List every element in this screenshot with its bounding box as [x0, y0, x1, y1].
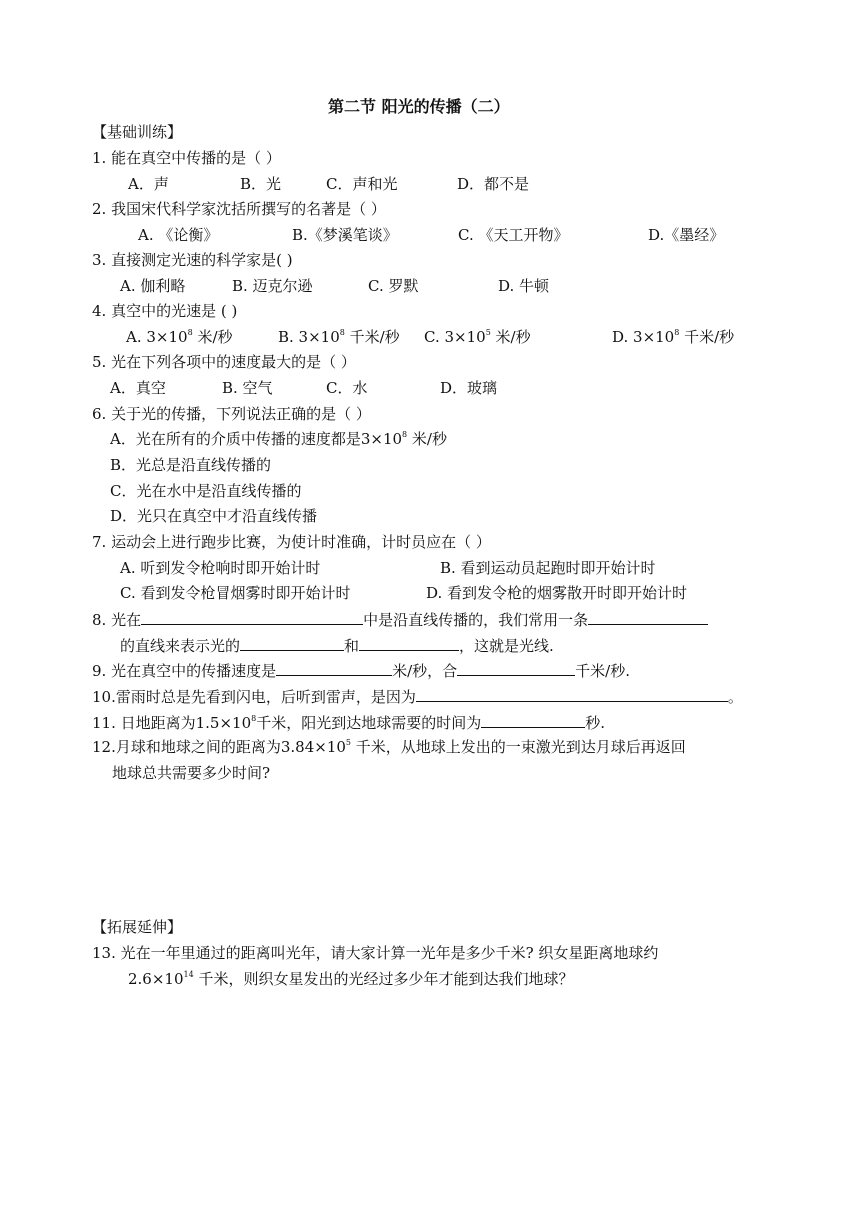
q7-stem: 7. 运动会上进行跑步比赛，为使计时准确，计时员应在（ ）	[92, 533, 491, 551]
q8-blank-line	[588, 609, 708, 625]
q8-blank-2	[359, 635, 459, 651]
q6-option-b: B．光总是沿直线传播的	[110, 456, 272, 474]
q2-option-b: B.《梦溪笔谈》	[292, 226, 398, 244]
q10-line: 10.雷雨时总是先看到闪电，后听到雷声，是因为 。	[92, 688, 743, 706]
q2-option-a: A. 《论衡》	[138, 226, 219, 244]
q11-line: 11. 日地距离为$1.5\times 10^8$千米，阳光到达地球需要的时间为 秒.	[92, 714, 606, 732]
section-basic-heading: 【基础训练】	[92, 123, 183, 141]
q3-option-c: C. 罗默	[368, 277, 419, 295]
q12-line1: 12.月球和地球之间的距离为$3.84\times 10^5$ 千米，从地球上发出的一束激光到达月球后再返回	[92, 738, 686, 756]
q3-stem: 3. 直接测定光速的科学家是( )	[92, 251, 293, 269]
q7-option-b: B. 看到运动员起跑时即开始计时	[440, 559, 656, 577]
q8-line2: 的直线来表示光的 和 ，这就是光线.	[120, 637, 554, 655]
q9-blank-2	[457, 660, 575, 676]
q6-stem: 6. 关于光的传播，下列说法正确的是（ ）	[92, 405, 371, 423]
q4-option-a: A. $3\times 10^8$ 米/秒	[126, 328, 233, 346]
q13-line1: 13. 光在一年里通过的距离叫光年，请大家计算一光年是多少千米? 织女星距离地球约	[92, 944, 659, 962]
q7-option-d: D. 看到发令枪的烟雾散开时即开始计时	[426, 584, 688, 602]
q8-line1: 8. 光在 中是沿直线传播的，我们常用一条	[92, 609, 708, 630]
q9-line: 9. 光在真空中的传播速度是 米/秒，合 千米/秒.	[92, 662, 630, 680]
q5-option-c: C．水	[326, 379, 368, 397]
q9-blank-1	[276, 660, 392, 676]
page-title: 第二节 阳光的传播（二）	[328, 97, 510, 116]
q6-option-c: C．光在水中是沿直线传播的	[110, 482, 302, 500]
q8-blank-1	[240, 635, 344, 651]
q1-option-c: C．声和光	[326, 175, 398, 193]
q4-option-c: C. $3\times 10^5$ 米/秒	[424, 328, 531, 346]
q1-option-b: B．光	[240, 175, 282, 193]
q13-line2: $2.6\times 10^{14}$ 千米，则织女星发出的光经过多少年才能到达我们地球？	[128, 970, 574, 988]
q3-option-b: B. 迈克尔逊	[232, 277, 313, 295]
q3-option-a: A. 伽利略	[120, 277, 186, 295]
section-extension-heading: 【拓展延伸】	[92, 918, 183, 936]
q1-option-d: D．都不是	[457, 175, 530, 193]
q6-option-d: D．光只在真空中才沿直线传播	[110, 507, 318, 525]
q2-option-d: D.《墨经》	[648, 226, 725, 244]
q2-stem: 2. 我国宋代科学家沈括所撰写的名著是（ ）	[92, 200, 386, 218]
q6-option-a: A．光在所有的介质中传播的速度都是$3\times 10^8$ 米/秒	[110, 430, 447, 448]
q4-option-b: B. $3\times 10^8$ 千米/秒	[278, 328, 400, 346]
q4-option-d: D. $3\times 10^8$ 千米/秒	[612, 328, 735, 346]
q1-option-a: A．声	[128, 175, 169, 193]
q2-option-c: C. 《天工开物》	[458, 226, 569, 244]
q8-blank-medium	[141, 609, 363, 625]
q1-stem: 1. 能在真空中传播的是（ ）	[92, 149, 281, 167]
q7-option-c: C. 看到发令枪冒烟雾时即开始计时	[120, 584, 351, 602]
q7-option-a: A. 听到发令枪响时即开始计时	[120, 559, 321, 577]
q5-stem: 5. 光在下列各项中的速度最大的是（ ）	[92, 353, 356, 371]
q3-option-d: D. 牛顿	[498, 277, 550, 295]
q4-stem: 4. 真空中的光速是 ( )	[92, 302, 238, 320]
q10-blank	[416, 686, 728, 702]
q5-option-b: B. 空气	[222, 379, 273, 397]
q11-blank	[481, 712, 585, 728]
q5-option-d: D．玻璃	[440, 379, 498, 397]
q5-option-a: A．真空	[110, 379, 166, 397]
q12-line2: 地球总共需要多少时间?	[112, 764, 271, 782]
